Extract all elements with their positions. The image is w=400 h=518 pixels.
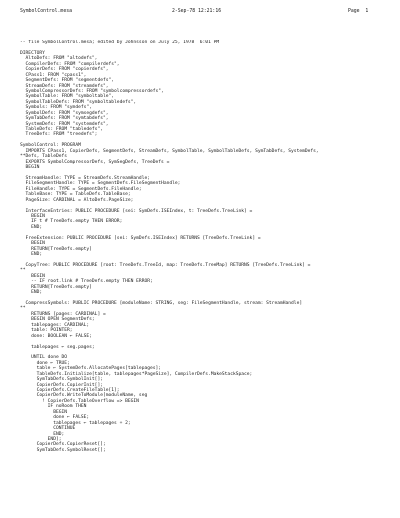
code-line: TableDefs: FROM "tabledefs", <box>20 127 103 132</box>
code-line: -- file SymbolControl.mesa; edited by Johnsson on July 25, 1978 6:01 PM <box>20 40 220 45</box>
code-line: Symbols: FROM "symdefs", <box>20 105 92 111</box>
code-line: TableDefs.Initialize[table, tablepages*PageSize], CompilerDefs.MakeStackSpace; <box>20 371 253 377</box>
code-line: IF t # TreeDefs.empty THEN ERROR; <box>20 219 123 225</box>
code-line: CopierDefs.CreateFileTable[1]; <box>20 388 120 393</box>
code-line: **Defs, TableDefs <box>20 154 68 160</box>
code-line: SymbolTableDefs: FROM "symboltabledefs", <box>20 99 137 105</box>
code-line: done: BOOLEAN ← FALSE; <box>20 333 92 339</box>
code-line: SymbolControl: PROGRAM <box>20 143 81 149</box>
code-line: table: POINTER; <box>20 328 73 334</box>
code-line: SymbolTable: FROM "symboltable", <box>20 94 115 100</box>
code-line: SymTabDefs: FROM "symtabdefs", <box>20 116 109 122</box>
code-line: CopierDefs: FROM "copierdefs", <box>20 67 109 73</box>
header-page-number <box>348 7 368 17</box>
code-line: FileHandle: TYPE = SegmentDefs.FileHandle; <box>20 186 142 192</box>
code-line: END; <box>20 431 65 437</box>
code-line: RETURNS [pages: CARDINAL] = <box>20 311 106 317</box>
code-line: table ← SystemDefs.AllocatePages[tablepages]; <box>20 366 162 372</box>
code-line: -- IF root.link # TreeDefs.empty THEN ERROR; <box>20 279 153 285</box>
code-line: SymTabDefs.SymbolReset[]; <box>20 447 106 453</box>
code-line: CompressSymbols: PUBLIC PROCEDURE [moduleName: STRING, seg: FileSegmentHandle, stream: StreamHandle] <box>20 301 303 306</box>
code-line: TableBase: TYPE = TableDefs.TableBase; <box>20 192 131 198</box>
code-line: CompilerDefs: FROM "compilerdefs", <box>20 61 120 67</box>
code-line: END; <box>20 224 43 230</box>
header-date: 2-Sep-78 12:21:16 <box>172 9 222 14</box>
page-header <box>0 7 400 17</box>
code-line: END]; <box>20 436 62 442</box>
code-line: CopyTree: PUBLIC PROCEDURE [root: TreeDefs.TreeId, map: TreeDefs.TreeMap] RETURNS [TreeDefs.TreeLink] = <box>20 262 311 268</box>
code-line: BEGIN <box>20 165 40 171</box>
code-line: CONTINUE <box>20 426 76 432</box>
header-file-name: SymbolControl.mesa <box>20 9 72 14</box>
code-line: BEGIN <box>20 214 45 219</box>
code-line: CopierDefs.WriteToModule[moduleName, seg <box>20 393 148 399</box>
header-page-label: Page <box>348 9 360 14</box>
code-line: PageSize: CARDINAL = AltoDefs.PageSize; <box>20 197 134 203</box>
code-line: SystemDefs: FROM "systemdefs", <box>20 121 109 127</box>
code-line: END; <box>20 290 43 296</box>
code-line: SymbolCompressorDefs: FROM "symbolcompressordefs", <box>20 88 164 94</box>
code-line: END; <box>20 252 43 258</box>
code-line: ** <box>20 268 26 274</box>
source-listing <box>20 40 392 510</box>
code-line: AltoDefs: FROM "altodefs", <box>20 56 98 62</box>
code-line: SegmentDefs: FROM "segmentdefs", <box>20 78 115 84</box>
code-line: done ← FALSE; <box>20 415 90 421</box>
code-line: RETURN[TreeDefs.empty] <box>20 284 92 290</box>
code-line: InterfaceEntries: PUBLIC PROCEDURE [sei: SymDefs.ISEIndex, t: TreeDefs.TreeLink] = <box>20 208 253 214</box>
code-line: CPass1: FROM "cpass1", <box>20 72 87 78</box>
code-line: tablepages: CARDINAL; <box>20 322 90 328</box>
code-line: FreeExtension: PUBLIC PROCEDURE [sei: SymDefs.ISEIndex] RETURNS [TreeDefs.TreeLink] = <box>20 235 261 241</box>
code-line: SymbolDefs: FROM "symsegdefs", <box>20 110 109 116</box>
code-line: IMPORTS CPass1, CopierDefs, SegmentDefs, StreamDefs, SymbolTable, SymbolTableDefs, SymTabDefs, SystemDefs, <box>20 148 319 154</box>
code-line: BEGIN <box>20 273 45 279</box>
code-line: BEGIN <box>20 241 45 247</box>
code-line: EXPORTS SymbolCompressorDefs, SymSegDefs, TreeDefs = <box>20 159 170 165</box>
header-page-value: 1 <box>365 9 369 14</box>
code-line: StreamDefs: FROM "streamdefs", <box>20 83 109 89</box>
code-line: BEGIN OPEN SegmentDefs; <box>20 317 95 323</box>
code-line: tablepages ← seg.pages; <box>20 344 95 350</box>
code-line: TreeDefs: FROM "treedefs"; <box>20 132 98 138</box>
code-line: BEGIN <box>20 409 68 415</box>
code-line: DIRECTORY <box>20 50 45 56</box>
code-line: tablepages ← tablepages + 2; <box>20 420 131 426</box>
code-line: FileSegmentHandle: TYPE = SegmentDefs.FileSegmentHandle; <box>20 181 181 187</box>
code-line: UNTIL done DO <box>20 355 68 361</box>
code-line: SymTabDefs.SymbolInit[]; <box>20 377 103 383</box>
code-line: StreamHandle: TYPE = StreamDefs.StreamHandle; <box>20 175 150 181</box>
code-line: CopierDefs.CopierReset[]; <box>20 442 106 448</box>
code-line: RETURN[TreeDefs.empty] <box>20 246 92 252</box>
code-line: CopierDefs.CopierInit[]; <box>20 382 103 388</box>
code-line: ** <box>20 306 26 312</box>
code-line: IF noRoom THEN <box>20 404 87 410</box>
code-line: ! CopierDefs.TableOverflow => BEGIN <box>20 398 139 404</box>
code-line: done ← TRUE; <box>20 360 70 366</box>
